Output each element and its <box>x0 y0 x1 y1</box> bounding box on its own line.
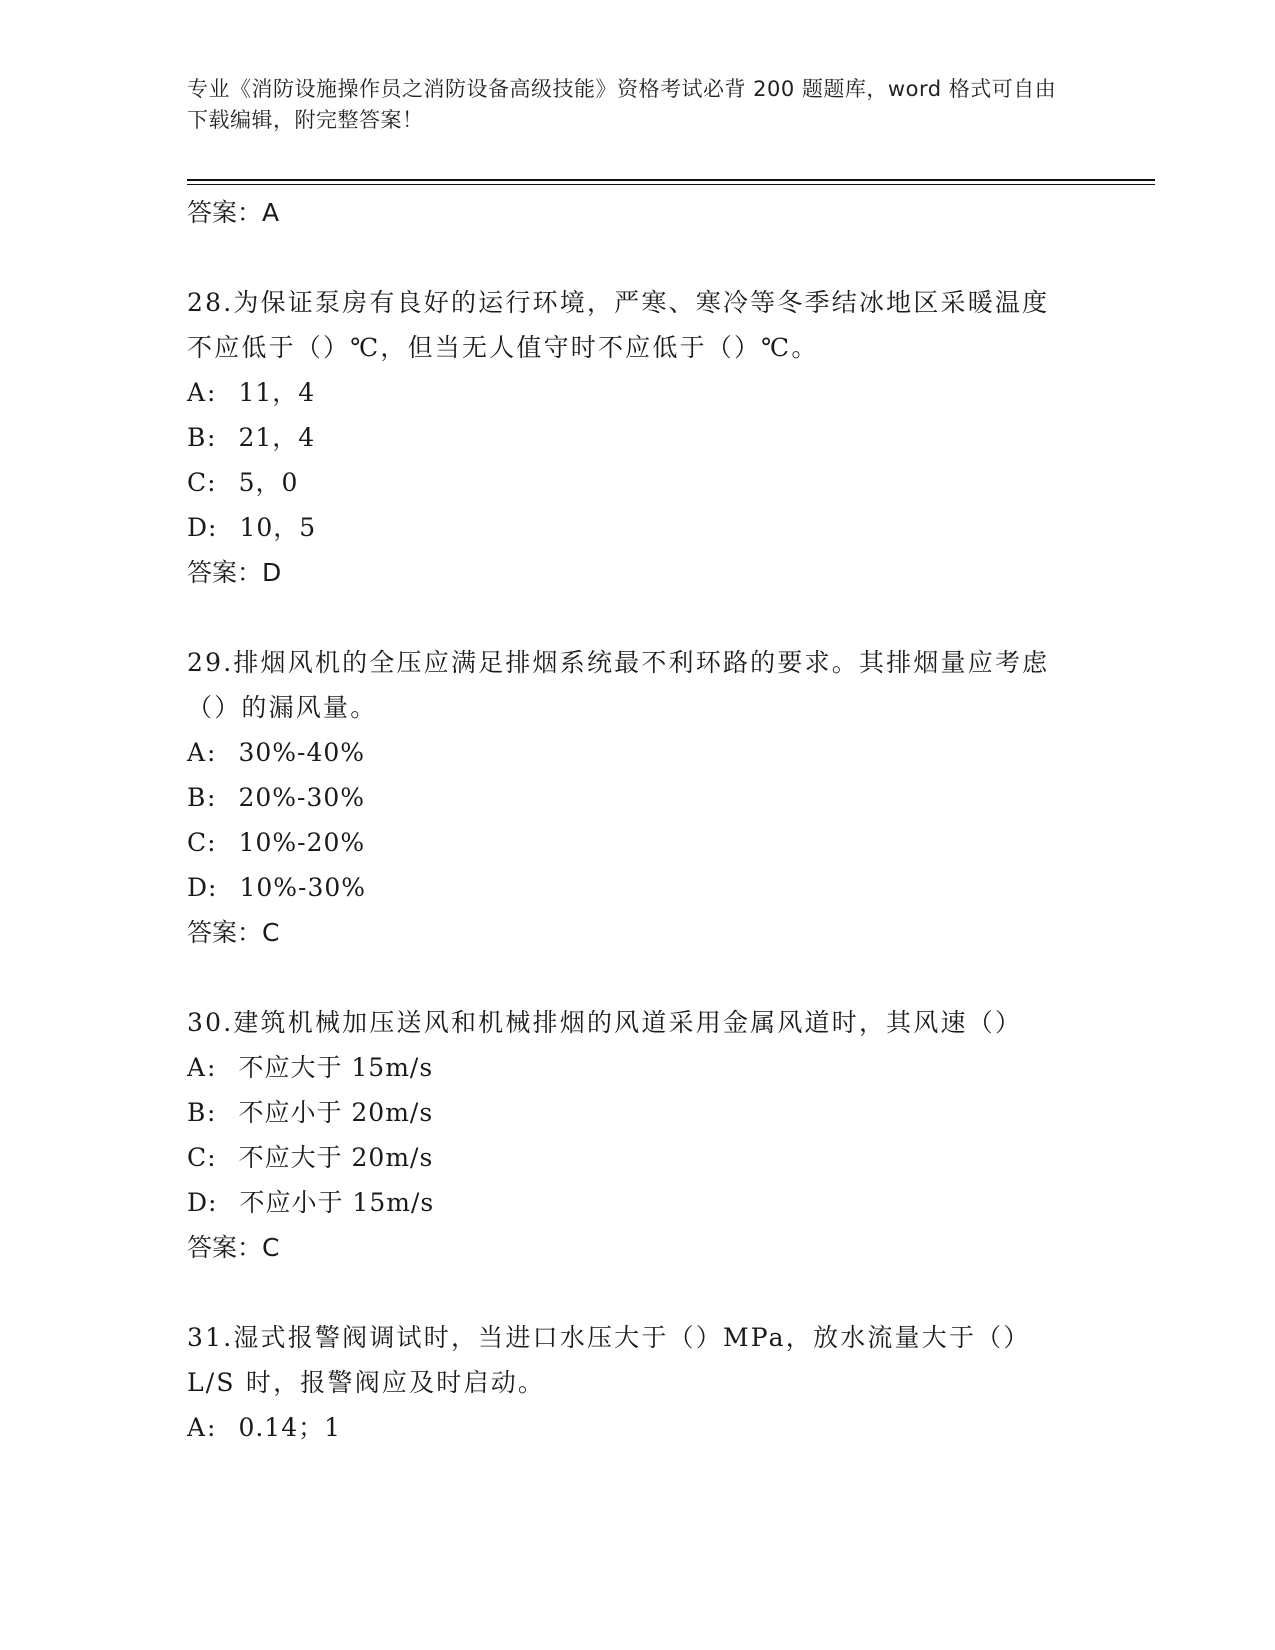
option-letter: C <box>187 828 208 857</box>
question-item <box>187 280 1155 596</box>
question-item <box>187 640 1155 956</box>
question-item <box>187 1315 1155 1450</box>
option-a: A: 30%-40% <box>187 730 1155 775</box>
question-stem: 29.排烟风机的全压应满足排烟系统最不利环路的要求。其排烟量应考虑（）的漏风量。 <box>187 648 1050 722</box>
option-text: 10，5 <box>239 513 317 542</box>
question-list <box>187 190 1155 1450</box>
option-c: C: 5，0 <box>187 460 1155 505</box>
option-letter: D <box>187 1188 209 1217</box>
question-item <box>187 1000 1155 1271</box>
option-text: 5，0 <box>238 468 299 497</box>
header-divider-thin <box>187 184 1155 185</box>
option-text: 不应小于 20m/s <box>238 1098 434 1127</box>
option-text: 不应小于 15m/s <box>239 1188 435 1217</box>
header-divider-thick <box>187 179 1155 181</box>
option-letter: D <box>187 513 209 542</box>
option-a: A: 11，4 <box>187 370 1155 415</box>
option-text: 不应大于 15m/s <box>238 1053 434 1082</box>
option-text: 10%-20% <box>238 828 366 857</box>
option-letter: A <box>187 738 207 767</box>
option-text: 不应大于 20m/s <box>238 1143 434 1172</box>
option-text: 10%-30% <box>239 873 367 902</box>
option-letter: A <box>187 1413 207 1442</box>
option-text: 0.14；1 <box>238 1413 342 1442</box>
answer-line: 答案：C <box>187 1233 280 1262</box>
question-stem: 31.湿式报警阀调试时，当进口水压大于（）MPa，放水流量大于（）L/S 时，报警阀应及时启动。 <box>187 1323 1031 1397</box>
question-stem: 28.为保证泵房有良好的运行环境，严寒、寒冷等冬季结冰地区采暖温度不应低于（）℃，但当无人值守时不应低于（）℃。 <box>187 288 1050 362</box>
option-letter: B <box>187 423 207 452</box>
answer-line: 答案：D <box>187 558 282 587</box>
option-b: B: 21，4 <box>187 415 1155 460</box>
option-letter: C <box>187 1143 208 1172</box>
option-text: 11，4 <box>238 378 316 407</box>
option-b: B: 不应小于 20m/s <box>187 1090 1155 1135</box>
option-letter: D <box>187 873 209 902</box>
option-a: A: 0.14；1 <box>187 1405 1155 1450</box>
option-text: 21，4 <box>238 423 316 452</box>
option-letter: B <box>187 1098 207 1127</box>
option-d: D: 10%-30% <box>187 865 1155 910</box>
option-letter: C <box>187 468 208 497</box>
option-text: 30%-40% <box>238 738 366 767</box>
option-letter: B <box>187 783 207 812</box>
answer-line: 答案：C <box>187 918 280 947</box>
option-b: B: 20%-30% <box>187 775 1155 820</box>
option-a: A: 不应大于 15m/s <box>187 1045 1155 1090</box>
option-d: D: 10，5 <box>187 505 1155 550</box>
document-header: 专业《消防设施操作员之消防设备高级技能》资格考试必背 200 题题库，word 格式可自由下载编辑，附完整答案！ <box>187 77 1057 132</box>
option-letter: A <box>187 1053 207 1082</box>
option-c: C: 不应大于 20m/s <box>187 1135 1155 1180</box>
question-stem: 30.建筑机械加压送风和机械排烟的风道采用金属风道时，其风速（） <box>187 1008 1023 1037</box>
option-d: D: 不应小于 15m/s <box>187 1180 1155 1225</box>
option-text: 20%-30% <box>238 783 366 812</box>
option-letter: A <box>187 378 207 407</box>
answer-line: 答案：A <box>187 198 280 227</box>
option-c: C: 10%-20% <box>187 820 1155 865</box>
